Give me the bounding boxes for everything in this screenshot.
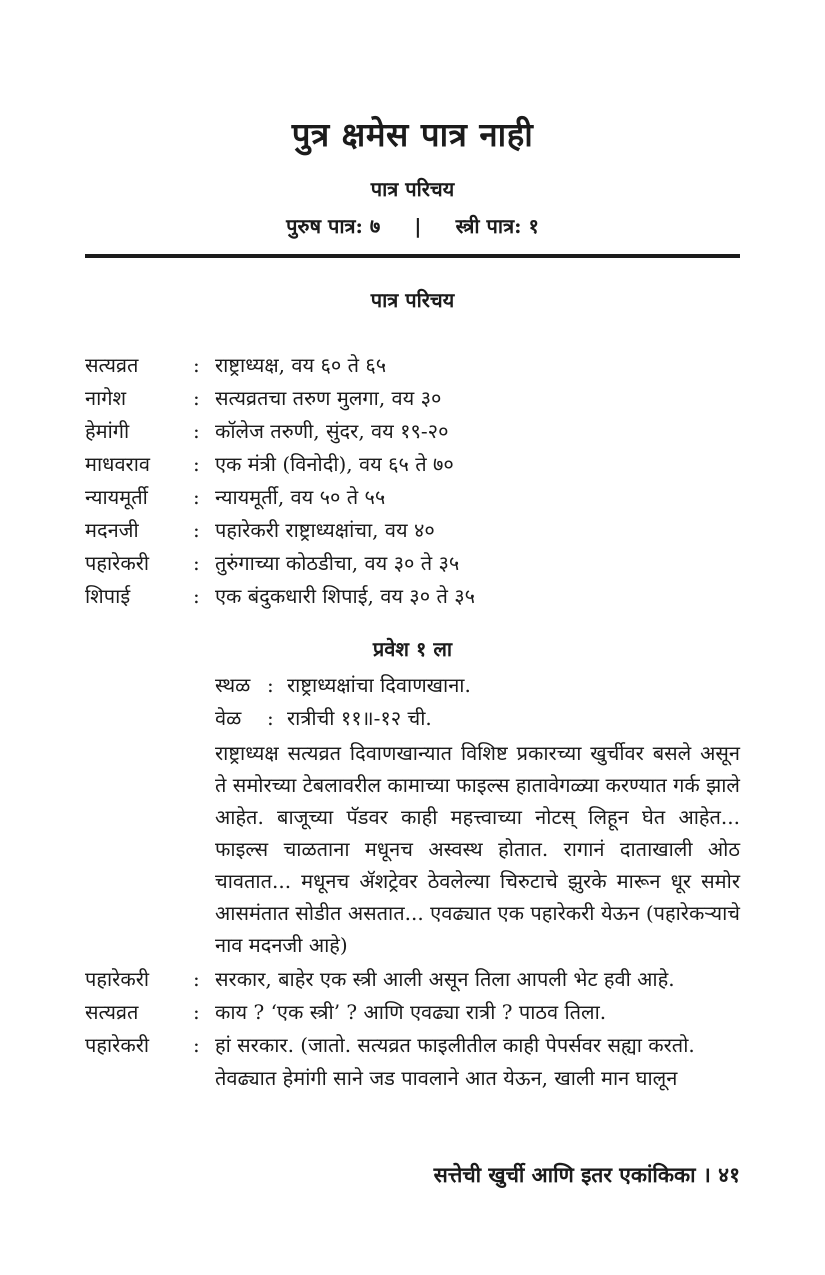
character-name: न्यायमूर्ती	[85, 485, 148, 509]
dialogue-text: हां सरकार. (जातो. सत्यव्रत फाइलीतील काही पेपर्सवर सह्या करतो. तेवढ्यात हेमांगी साने जड पावलाने आत येऊन, खाली मान घालून	[215, 1033, 695, 1090]
character-name: शिपाई	[85, 584, 131, 608]
character-list	[85, 349, 740, 613]
character-row	[85, 448, 740, 481]
scene-meta	[215, 669, 740, 735]
character-name: माधवराव	[85, 452, 151, 476]
dialogue-row	[85, 963, 740, 996]
male-cast-count: पुरुष पात्र: ७	[286, 214, 381, 238]
character-colon: :	[193, 452, 200, 476]
scene-place-row	[215, 669, 740, 702]
character-row	[85, 514, 740, 547]
page-title: पुत्र क्षमेस पात्र नाही	[291, 115, 534, 154]
character-colon: :	[193, 518, 200, 542]
character-colon: :	[193, 386, 200, 410]
character-colon: :	[193, 485, 200, 509]
female-cast-count: स्त्री पात्र: १	[455, 214, 539, 238]
speaker-name: पहारेकरी	[85, 1033, 150, 1057]
speaker-name: पहारेकरी	[85, 967, 150, 991]
scene-place-text: राष्ट्राध्यक्षांचा दिवाणखाना.	[287, 673, 471, 697]
page-footer: सत्तेची खुर्ची आणि इतर एकांकिका । ४१	[433, 1162, 740, 1187]
dialogue-text: काय ? ‘एक स्त्री’ ? आणि एवढ्या रात्री ? पाठव तिला.	[215, 1000, 607, 1024]
character-row	[85, 349, 740, 382]
dialogue-colon: :	[193, 1033, 200, 1057]
scene-place-label: स्थळ	[215, 673, 251, 697]
cast-subtitle: पात्र परिचय	[370, 177, 455, 201]
character-name: मदनजी	[85, 518, 139, 542]
character-name: सत्यव्रत	[85, 353, 139, 377]
character-row	[85, 547, 740, 580]
section-heading: पात्र परिचय	[370, 288, 455, 312]
character-colon: :	[193, 584, 200, 608]
character-description: कॉलेज तरुणी, सुंदर, वय १९-२०	[215, 419, 449, 443]
scene-time-row	[215, 702, 740, 735]
divider-rule	[85, 254, 740, 258]
character-row	[85, 382, 740, 415]
character-description: एक बंदुकधारी शिपाई, वय ३० ते ३५	[215, 584, 476, 608]
dialogue-colon: :	[193, 1000, 200, 1024]
character-colon: :	[193, 419, 200, 443]
character-row	[85, 580, 740, 613]
scene-place-colon: :	[267, 673, 274, 697]
character-colon: :	[193, 551, 200, 575]
character-name: नागेश	[85, 386, 127, 410]
speaker-name: सत्यव्रत	[85, 1000, 139, 1024]
dialogue-colon: :	[193, 967, 200, 991]
cast-separator: |	[414, 214, 422, 238]
scene-time-text: रात्रीची ११॥-१२ ची.	[287, 706, 432, 730]
character-description: न्यायमूर्ती, वय ५० ते ५५	[215, 485, 386, 509]
character-row	[85, 481, 740, 514]
character-description: राष्ट्राध्यक्ष, वय ६० ते ६५	[215, 353, 387, 377]
scene-time-label: वेळ	[215, 706, 242, 730]
cast-counts	[85, 213, 740, 239]
character-description: एक मंत्री (विनोदी), वय ६५ ते ७०	[215, 452, 454, 476]
dialogue-row	[85, 996, 740, 1029]
character-description: पहारेकरी राष्ट्राध्यक्षांचा, वय ४०	[215, 518, 435, 542]
character-description: तुरुंगाच्या कोठडीचा, वय ३० ते ३५	[215, 551, 460, 575]
dialogue-list	[85, 963, 740, 1095]
dialogue-row	[85, 1029, 740, 1095]
stage-direction: राष्ट्राध्यक्ष सत्यव्रत दिवाणखान्यात विशिष्ट प्रकारच्या खुर्चीवर बसले असून ते समोरच्या टेबलावरील कामाच्या फाइल्स हातावेगळ्या करण्यात गर्क झाले आहेत. बाजूच्या पॅडवर काही महत्त्वाच्या नोटस् लिहून घेत आहेत... फाइल्स चाळताना मधूनच अस्वस्थ होतात. रागानं दाताखाली ओठ चावतात... मधूनच ॲशट्रेवर ठेवलेल्या चिरुटाचे झुरके मारून धूर समोर आसमंतात सोडीत असतात... एवढ्यात एक पहारेकरी येऊन (पहारेकऱ्याचे नाव मदनजी आहे)	[215, 741, 740, 957]
character-description: सत्यव्रतचा तरुण मुलगा, वय ३०	[215, 386, 442, 410]
character-name: हेमांगी	[85, 419, 130, 443]
character-colon: :	[193, 353, 200, 377]
scene-time-colon: :	[267, 706, 274, 730]
character-row	[85, 415, 740, 448]
dialogue-text: सरकार, बाहेर एक स्त्री आली असून तिला आपली भेट हवी आहे.	[215, 967, 675, 991]
scene-heading: प्रवेश १ ला	[372, 637, 453, 661]
character-name: पहारेकरी	[85, 551, 150, 575]
